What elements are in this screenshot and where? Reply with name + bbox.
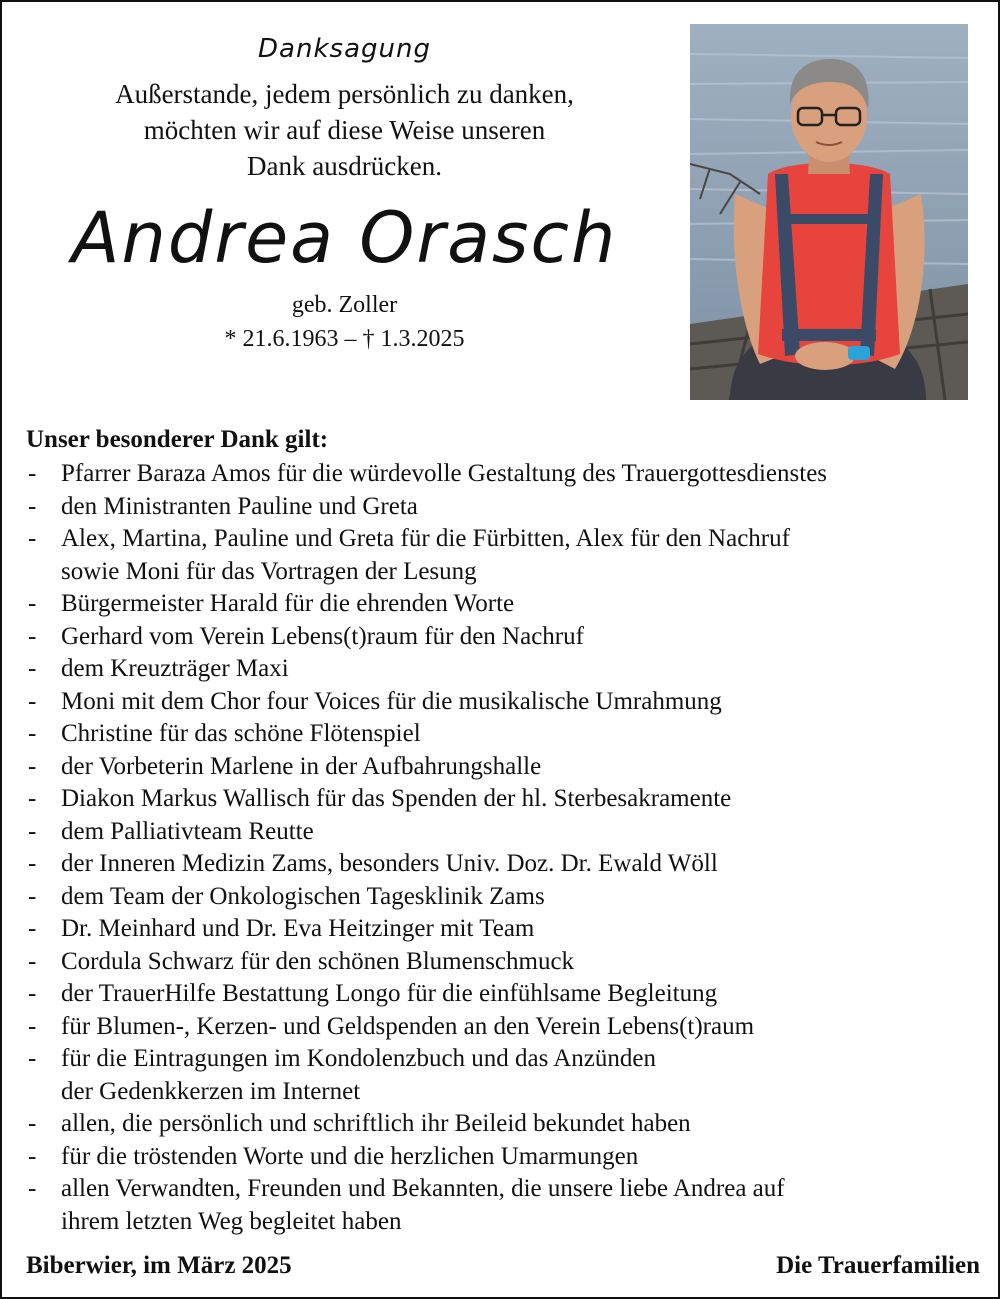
intro-line: Dank ausdrücken. — [247, 151, 442, 181]
list-item — [26, 491, 986, 524]
list-dash: - — [28, 1175, 37, 1202]
intro-line: Außerstande, jedem persönlich zu danken, — [115, 79, 574, 109]
list-item-text: der Vorbeterin Marlene in der Aufbahrungshalle — [61, 752, 542, 780]
list-dash: - — [28, 687, 37, 715]
list-item-text: Pfarrer Baraza Amos für die würdevolle Gestaltung des Trauergottesdienstes — [61, 460, 828, 487]
portrait-photo — [690, 24, 968, 400]
list-dash: - — [28, 785, 37, 812]
list-item-text: der TrauerHilfe Bestattung Longo für die einfühlsame Begleitung — [61, 980, 718, 1007]
list-item — [26, 1043, 986, 1108]
notice-header — [22, 32, 667, 356]
list-dash: - — [28, 752, 37, 780]
list-dash: - — [28, 525, 37, 552]
list-item-text: der Gedenkkerzen im Internet — [61, 1077, 361, 1105]
list-item — [26, 946, 986, 979]
list-item-text: dem Team der Onkologischen Tagesklinik Zams — [61, 882, 545, 910]
list-item — [26, 458, 986, 491]
list-item-text: dem Palliativteam Reutte — [61, 817, 314, 845]
list-item-text: sowie Moni für das Vortragen der Lesung — [61, 557, 477, 585]
list-item-text: allen, die persönlich und schriftlich ihr Beileid bekundet haben — [61, 1110, 691, 1137]
list-item — [26, 848, 986, 881]
list-item — [26, 1173, 986, 1238]
place-date: Biberwier, im März 2025 — [26, 1252, 292, 1279]
list-dash: - — [28, 622, 37, 650]
list-item-text: der Inneren Medizin Zams, besonders Univ. Doz. Dr. Ewald Wöll — [61, 850, 718, 877]
list-item-text: Diakon Markus Wallisch für das Spenden der hl. Sterbesakramente — [61, 785, 732, 812]
life-dates: * 21.6.1963 – † 1.3.2025 — [224, 326, 465, 352]
list-item — [26, 1141, 986, 1174]
list-dash: - — [28, 460, 37, 487]
list-item-text: für Blumen-, Kerzen- und Geldspenden an den Verein Lebens(t)raum — [61, 1012, 755, 1040]
portrait-illustration — [690, 24, 968, 400]
list-item — [26, 588, 986, 621]
list-item-text: den Ministranten Pauline und Greta — [61, 492, 418, 520]
list-item-text: Gerhard vom Verein Lebens(t)raum für den Nachruf — [61, 622, 584, 650]
list-item — [26, 978, 986, 1011]
list-item-text: für die tröstenden Worte und die herzlichen Umarmungen — [61, 1142, 639, 1170]
thanks-list — [26, 458, 986, 1238]
list-item-text: für die Eintragungen im Kondolenzbuch und das Anzünden — [61, 1045, 656, 1072]
list-item — [26, 653, 986, 686]
list-item — [26, 523, 986, 588]
list-item — [26, 881, 986, 914]
list-item — [26, 783, 986, 816]
notice-title: Danksagung — [258, 34, 431, 64]
list-dash: - — [28, 492, 37, 520]
list-dash: - — [28, 882, 37, 910]
list-dash: - — [28, 1142, 37, 1170]
list-dash: - — [28, 590, 37, 617]
signature: Die Trauerfamilien — [776, 1252, 980, 1279]
list-item-text: allen Verwandten, Freunden und Bekannten, die unsere liebe Andrea auf — [61, 1175, 785, 1202]
list-item — [26, 718, 986, 751]
born-name: geb. Zoller — [291, 292, 398, 318]
list-item-text: Christine für das schöne Flötenspiel — [61, 720, 421, 747]
list-dash: - — [28, 915, 37, 942]
list-dash: - — [28, 1012, 37, 1040]
list-item-text: Dr. Meinhard und Dr. Eva Heitzinger mit Team — [61, 915, 535, 942]
list-dash: - — [28, 1110, 37, 1137]
list-item — [26, 751, 986, 784]
list-item — [26, 1108, 986, 1141]
list-item-text: Moni mit dem Chor four Voices für die musikalische Umrahmung — [61, 687, 722, 715]
thanks-heading: Unser besonderer Dank gilt: — [26, 426, 329, 453]
list-item — [26, 816, 986, 849]
list-item — [26, 621, 986, 654]
list-dash: - — [28, 947, 37, 975]
list-dash: - — [28, 817, 37, 845]
list-dash: - — [28, 1045, 37, 1072]
list-item-text: Cordula Schwarz für den schönen Blumenschmuck — [61, 947, 575, 975]
list-item-text: Alex, Martina, Pauline und Greta für die Fürbitten, Alex für den Nachruf — [61, 525, 790, 552]
list-item — [26, 686, 986, 719]
deceased-name: Andrea Orasch — [71, 197, 618, 279]
list-item-text: dem Kreuzträger Maxi — [61, 655, 289, 682]
list-dash: - — [28, 655, 37, 682]
list-item — [26, 913, 986, 946]
intro-line: möchten wir auf diese Weise unseren — [143, 115, 546, 145]
list-dash: - — [28, 980, 37, 1007]
list-dash: - — [28, 850, 37, 877]
list-item-text: ihrem letzten Weg begleitet haben — [61, 1207, 402, 1235]
intro-text — [22, 76, 667, 184]
list-item-text: Bürgermeister Harald für die ehrenden Worte — [61, 590, 515, 617]
thanks-section — [26, 424, 986, 1238]
list-item — [26, 1011, 986, 1044]
list-dash: - — [28, 720, 37, 747]
